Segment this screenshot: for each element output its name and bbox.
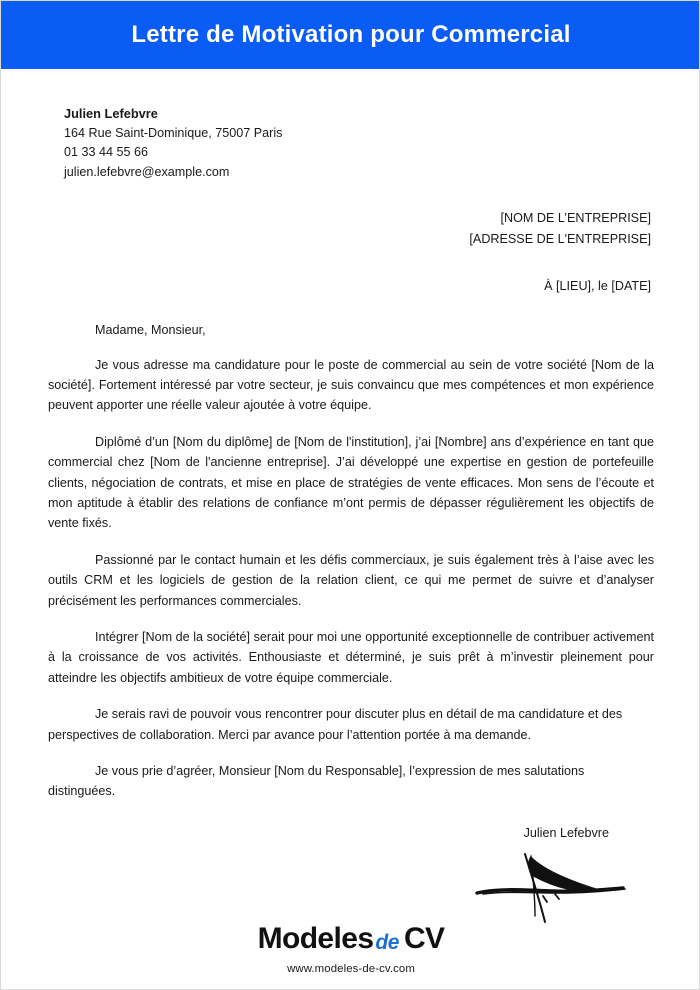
paragraph: Je vous adresse ma candidature pour le poste de commercial au sein de votre société [Nom de la société]. Fortement intéressé par votre secteur, je suis convaincu que mes compétences et mon expérience peuvent apporter une réelle valeur ajoutée à votre équipe.: [48, 357, 654, 413]
brand-logo: [1, 924, 700, 954]
recipient-company-address: [ADRESSE DE L'ENTREPRISE]: [469, 231, 651, 246]
date-line: À [LIEU], le [DATE]: [544, 278, 651, 293]
logo-text-cv: CV: [403, 922, 445, 955]
logo-text-modeles: Modeles: [257, 922, 374, 955]
recipient-block: [48, 208, 654, 248]
page-title: Lettre de Motivation pour Commercial: [131, 20, 571, 48]
paragraph: Diplômé d’un [Nom du diplôme] de [Nom de l'institution], j’ai [Nombre] ans d’expérience en tant que commercial chez [Nom de l'ancienne entreprise]. J’ai développé une expertise en gestion de portefeuille clients, négociation de contrats, et mise en place de stratégies de vente efficaces. Mon sens de l’écoute et mon aptitude à établir des relations de confiance m’ont permis de dépasser régulièrement les objectifs de vente fixés.: [48, 434, 654, 531]
sender-phone: 01 33 44 55 66: [64, 145, 149, 160]
paragraph: Intégrer [Nom de la société] serait pour moi une opportunité exceptionnelle de contribuer activement à la croissance de vos activités. Enthousiaste et déterminé, je suis prêt à m’investir pleinement pour atteindre les objectifs ambitieux de votre équipe commerciale.: [48, 629, 654, 685]
paragraph: Je serais ravi de pouvoir vous rencontrer pour discuter plus en détail de ma candidature et des perspectives de collaboration. Merci par avance pour l’attention portée à ma demande.: [48, 707, 623, 742]
header-banner: [1, 1, 700, 69]
paragraph: Passionné par le contact humain et les défis commerciaux, je suis également très à l’aise avec les outils CRM et les logiciels de gestion de la relation client, ce qui me permet de suivre et d’analyser précisément les performances commerciales.: [48, 552, 654, 608]
sender-address: 164 Rue Saint-Dominique, 75007 Paris: [64, 125, 283, 140]
logo-text-de: de: [375, 930, 399, 954]
salutation: Madame, Monsieur,: [95, 322, 206, 337]
footer: [1, 924, 700, 975]
letter-body: [1, 69, 700, 926]
signature-block: [48, 824, 654, 926]
paragraph: Je vous prie d’agréer, Monsieur [Nom du Responsable], l’expression de mes salutations distinguées.: [48, 763, 585, 799]
recipient-company-name: [NOM DE L’ENTREPRISE]: [500, 211, 651, 226]
sender-email: julien.lefebvre@example.com: [64, 164, 230, 179]
sender-name: Julien Lefebvre: [64, 106, 158, 121]
footer-url: www.modeles-de-cv.com: [287, 963, 415, 975]
paragraph-list: [48, 355, 654, 802]
signature-name: Julien Lefebvre: [523, 825, 609, 840]
sender-block: [48, 104, 654, 182]
handwritten-signature-icon: [473, 846, 633, 926]
